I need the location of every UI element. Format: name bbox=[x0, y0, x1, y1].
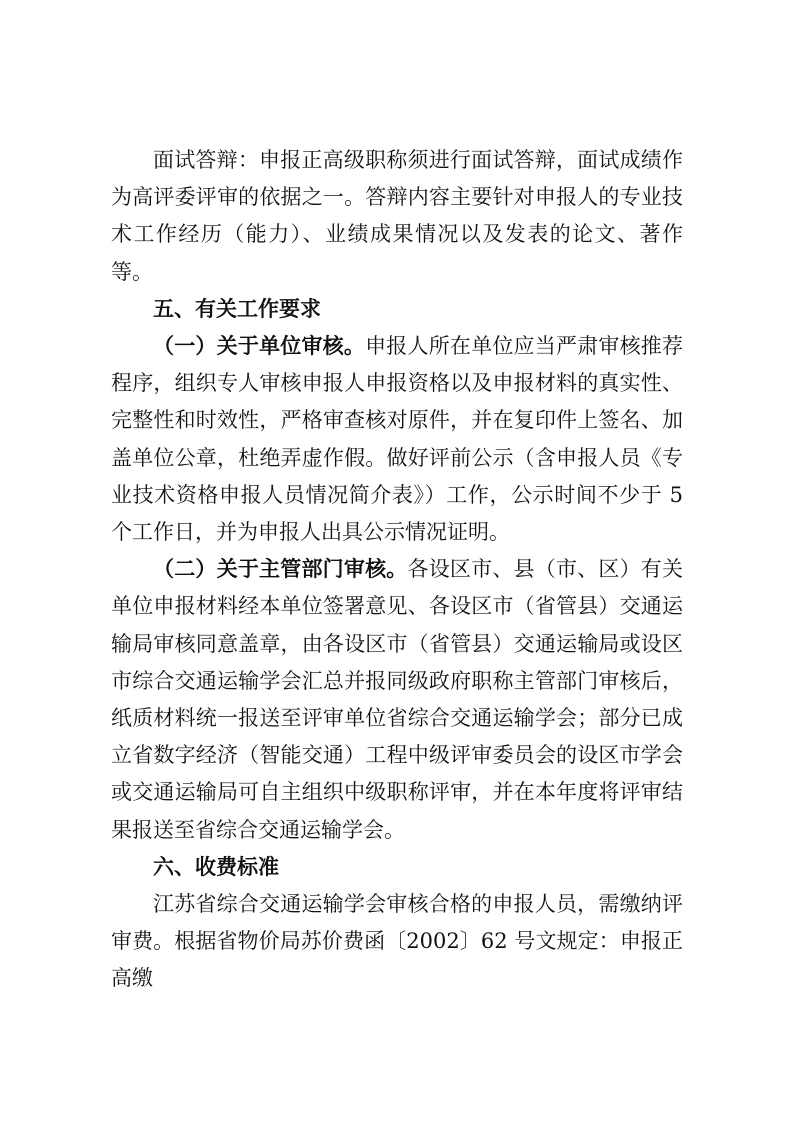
department-review-lead: （二）关于主管部门审核。 bbox=[153, 557, 408, 582]
department-review-body: 各设区市、县（市、区）有关单位申报材料经本单位签署意见、各设区市（省管县）交通运输局审核同意盖章，由各设区市（省管县）交通运输局或设区市综合交通运输学会汇总并报同级政府职称主管部门审核后，纸质材料统一报送至评审单位省综合交通运输学会；部分已成立省数字经济（智能交通）工程中级评审委员会的设区市学会或交通运输局可自主组织中级职称评审，并在本年度将评审结果报送至省综合交通运输学会。 bbox=[111, 557, 683, 842]
interview-paragraph: 面试答辩：申报正高级职称须进行面试答辩，面试成绩作为高评委评审的依据之一。答辩内容主要针对申报人的专业技术工作经历（能力）、业绩成果情况以及发表的论文、著作等。 bbox=[111, 148, 683, 284]
document-body bbox=[111, 142, 683, 998]
fees-paragraph: 江苏省综合交通运输学会审核合格的申报人员，需缴纳评审费。根据省物价局苏价费函〔2002〕62 号文规定：申报正高缴 bbox=[111, 892, 683, 991]
unit-review-body: 申报人所在单位应当严肃审核推荐程序，组织专人审核申报人申报资格以及申报材料的真实性、完整性和时效性，严格审查核对原件，并在复印件上签名、加盖单位公章，杜绝弄虚作假。做好评前公示（含申报人员《专业技术资格申报人员情况简介表》）工作，公示时间不少于 5 个工作日，并为申报人出具公示情况证明。 bbox=[111, 334, 684, 545]
section-heading-work-requirements: 五、有关工作要求 bbox=[153, 296, 321, 321]
section-heading-fee-standard: 六、收费标准 bbox=[153, 854, 279, 879]
unit-review-lead: （一）关于单位审核。 bbox=[153, 334, 366, 359]
unit-review-paragraph bbox=[111, 328, 683, 551]
department-review-paragraph bbox=[111, 551, 683, 849]
